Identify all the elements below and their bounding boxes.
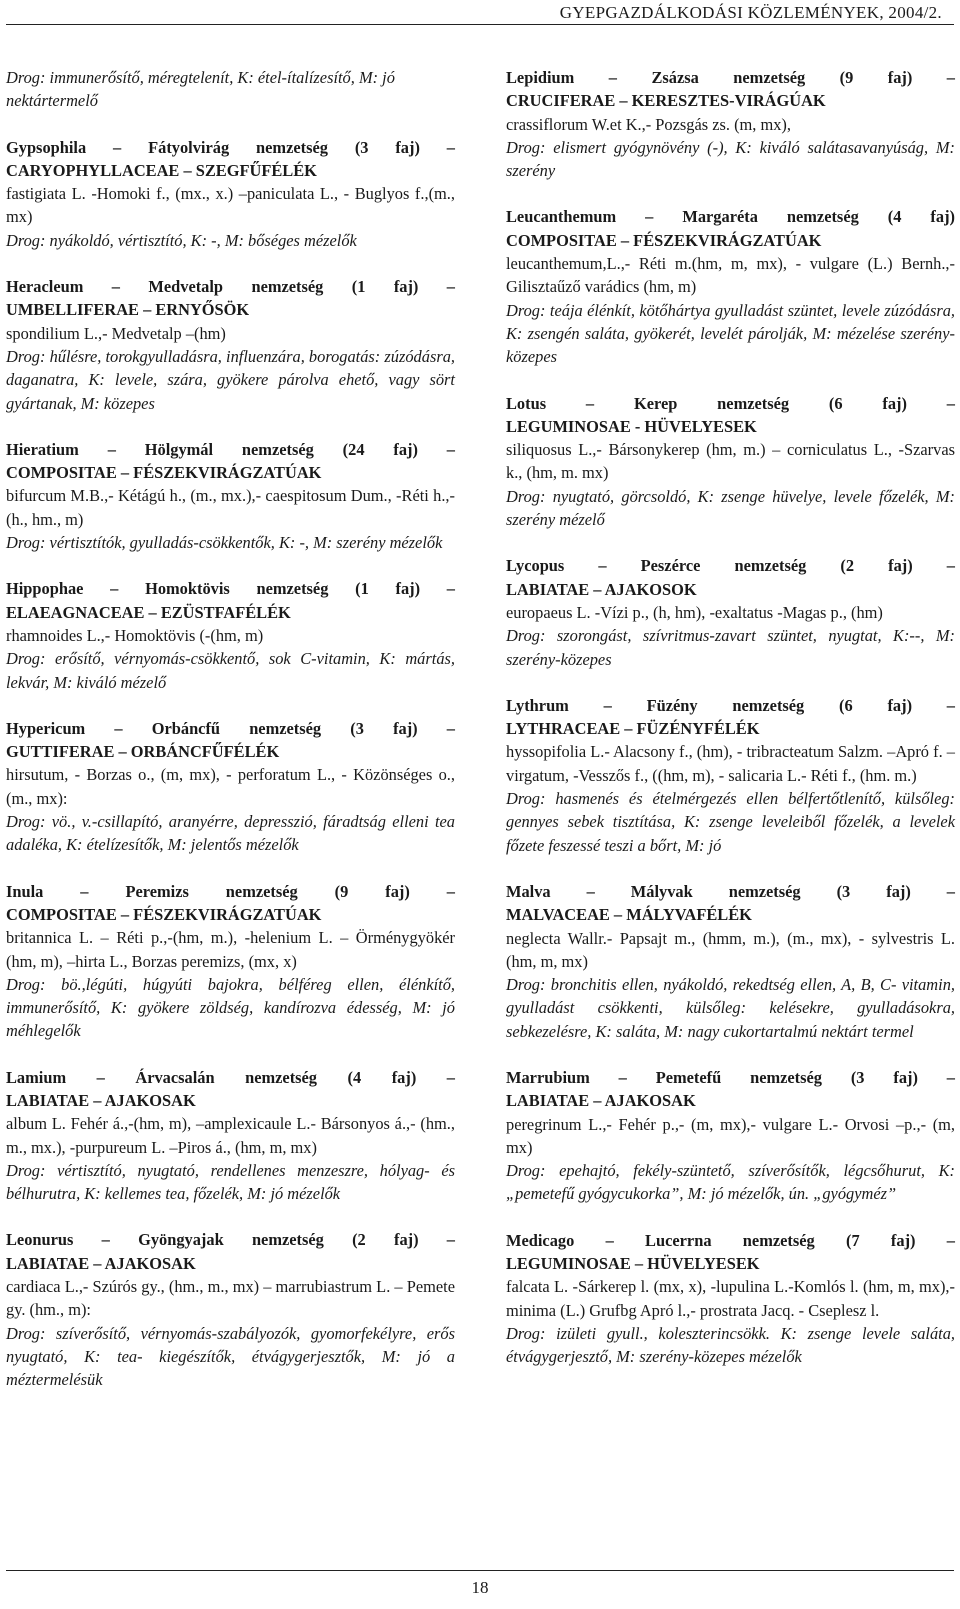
genus-entry [6,136,455,252]
species-list: cardiaca L.,- Szúrós gy., (hm., m., mx) – marrubiastrum L. – Pemete gy. (hm., m): [6,1277,455,1320]
drog-description: Drog: izületi gyull., koleszterincsökk. K: zsenge levele saláta, étvágygerjesztő, M: szerény-közepes mézelők [506,1323,955,1367]
family-name: COMPOSITAE – FÉSZEKVIRÁGZATÚAK [6,463,322,483]
genus-entry [6,717,455,857]
family-name: CARYOPHYLLACEAE – SZEGFŰFÉLÉK [6,160,317,180]
family-name: LABIATAE – AJAKOSAK [6,1253,196,1273]
genus-title: Lycopus – Peszérce nemzetség (2 faj) – [506,556,955,576]
genus-title: Lepidium – Zsázsa nemzetség (9 faj) – [506,68,955,87]
species-list: spondilium L.,- Medvetalp –(hm) [6,323,226,343]
genus-title: Heracleum – Medvetalp nemzetség (1 faj) – [6,277,455,297]
family-name: GUTTIFERAE – ORBÁNCFŰFÉLÉK [6,742,280,762]
genus-entry [6,1228,455,1391]
species-list: britannica L. – Réti p.,-(hm, m.), -helenium L. – Örménygyökér (hm, m), –hirta L., Borzas peremizs, (mx, x) [6,928,455,971]
species-list: falcata L. -Sárkerep l. (mx, x), -lupulina L.-Komlós l. (hm, m, mx),-minima (L.) Grufbg Apró l.,- prostrata Jacq. - Cseplesz l. [506,1277,955,1320]
drog-description: Drog: nyákoldó, vértisztító, K: -, M: bőséges mézelők [6,230,357,250]
genus-entry [506,392,955,532]
species-list: hyssopifolia L.- Alacsony f., (hm), - tribracteatum Salzm. –Apró f. –virgatum, -Vesszős f., ((hm, m), - salicaria L.- Réti f., (hm. m.) [506,742,955,785]
drog-description: Drog: szorongást, szívritmus-zavart szüntet, nyugtat, K:--, M: szerény-közepes [506,626,955,669]
family-name: MALVACEAE – MÁLYVAFÉLÉK [506,905,752,925]
species-list: peregrinum L.,- Fehér p.,- (m, mx),- vulgare L.- Orvosi –p.,- (m, mx) [506,1114,955,1157]
genus-title: Hippophae – Homoktövis nemzetség (1 faj) – [6,579,455,599]
genus-title: Malva – Mályvak nemzetség (3 faj) – [506,881,955,901]
species-list: hirsutum, - Borzas o., (m, mx), - perforatum L., - Közönséges o., (m., mx): [6,765,455,808]
species-list: siliquosus L.,- Bársonykerep (hm, m.) – corniculatus L., -Szarvas k., (hm, m. mx) [506,440,955,483]
genus-title: Hieratium – Hölgymál nemzetség (24 faj) – [6,439,455,459]
family-name: LEGUMINOSAE - HÜVELYESEK [506,416,757,436]
genus-entry [506,694,955,857]
footer-rule [6,1570,954,1571]
family-name: COMPOSITAE – FÉSZEKVIRÁGZATÚAK [6,904,322,924]
header-rule [6,24,954,25]
genus-title: Lamium – Árvacsalán nemzetség (4 faj) – [6,1067,455,1087]
genus-entry [6,880,455,1043]
genus-title: Lotus – Kerep nemzetség (6 faj) – [506,393,955,413]
genus-entry [506,1066,955,1206]
genus-entry [506,66,955,182]
family-name: LABIATAE – AJAKOSAK [6,1090,196,1110]
drog-description: Drog: bronchitis ellen, nyákoldó, rekedtség ellen, A, B, C- vitamin, gyulladást csökkenti, külsőleg: kelésekre, gyulladásokra, sebkezelésre, K: saláta, M: nagy cukortartalmú nektárt termel [506,975,955,1041]
drog-description: Drog: szíverősítő, vérnyomás-szabályozók, gyomorfekélyre, erős nyugtató, K: tea- kiegészítők, étvágygerjesztők, M: jó a méztermelésük [6,1323,455,1390]
genus-title: Inula – Peremizs nemzetség (9 faj) – [6,881,455,901]
drog-description: Drog: vö., v.-csillapító, aranyérre, depresszió, fáradtság elleni tea adaléka, K: ételízesítők, M: jelentős mézelők [6,812,455,855]
species-list: crassiflorum W.et K.,- Pozsgás zs. (m, mx), [506,114,791,134]
page-number: 18 [471,1578,489,1597]
genus-title: Hypericum – Orbáncfű nemzetség (3 faj) – [6,718,455,738]
genus-entry [506,1229,955,1369]
drog-description: Drog: hűlésre, torokgyulladásra, influenzára, borogatás: zúzódásra, daganatra, K: levele, szára, gyökere párolva ehető, vagy sört gyártanak, M: közepes [6,346,455,413]
family-name: LEGUMINOSAE – HÜVELYESEK [506,1254,760,1274]
genus-title: Marrubium – Pemetefű nemzetség (3 faj) – [506,1067,955,1087]
drog-description: Drog: vértisztítók, gyulladás-csökkentők, K: -, M: szerény mézelők [6,533,443,553]
drog-description: Drog: hasmenés és ételmérgezés ellen bélfertőtlenítő, külsőleg: gennyes sebek tisztítása, K: zsenge leveleiből főzelék, a levelek főzete feszessé teszi a bőrt, M: jó [506,789,955,855]
genus-entry [6,275,455,415]
family-name: COMPOSITAE – FÉSZEKVIRÁGZATÚAK [506,230,822,250]
genus-entry [506,880,955,1043]
drog-description: Drog: vértisztító, nyugtató, rendellenes menzeszre, hólyag- és bélhurutra, K: kellemes tea, főzelék, M: jó mézelők [6,1160,455,1204]
family-name: LABIATAE – AJAKOSAK [506,1091,696,1111]
family-name: ELAEAGNACEAE – EZÜSTFAFÉLÉK [6,602,291,622]
family-name: UMBELLIFERAE – ERNYŐSÖK [6,300,250,320]
drog-description: Drog: teája élénkít, kötőhártya gyulladást szüntet, levele zúzódásra, K: zsengén saláta, gyökerét, levelét párolják, M: mézelése szerény-közepes [506,300,955,367]
genus-entry [6,1066,455,1206]
genus-entry [506,554,955,670]
journal-header: GYEPGAZDÁLKODÁSI KÖZLEMÉNYEK, 2004/2. [559,3,942,22]
left-intro-entry [6,66,455,113]
genus-entry [6,577,455,693]
drog-description: Drog: elismert gyógynövény (-), K: kiváló salátasavanyúság, M: szerény [506,137,955,181]
species-list: fastigiata L. -Homoki f., (mx., x.) –paniculata L., - Buglyos f.,(m., mx) [6,184,455,227]
drog-description: Drog: epehajtó, fekély-szüntető, szíverősítők, légcsőhurut, K: „pemetefű gyógycukorka”, M: jó mézelők, ún. „gyógyméz” [506,1161,955,1204]
genus-title: Leonurus – Gyöngyajak nemzetség (2 faj) – [6,1230,455,1250]
drog-description: Drog: erősítő, vérnyomás-csökkentő, sok C-vitamin, K: mártás, lekvár, M: kiváló mézelő [6,649,455,692]
genus-title: Medicago – Lucerrna nemzetség (7 faj) – [506,1230,955,1250]
family-name: LABIATAE – AJAKOSOK [506,579,697,599]
genus-title: Lythrum – Füzény nemzetség (6 faj) – [506,695,955,715]
genus-entry [6,438,455,554]
drog-description: Drog: nyugtató, görcsoldó, K: zsenge hüvelye, levele főzelék, M: szerény mézelő [506,486,955,530]
genus-title: Leucanthemum – Margaréta nemzetség (4 faj) [506,207,955,227]
genus-entry [506,205,955,368]
family-name: CRUCIFERAE – KERESZTES-VIRÁGÚAK [506,91,826,111]
drog-description: Drog: bö.,légúti, húgyúti bajokra, bélféreg ellen, élénkítő, immunerősítő, K: gyökere zöldség, kandírozva édesség, M: jó méhlegelők [6,974,455,1041]
left-intro-drog: Drog: immunerősítő, méregtelenít, K: étel-ítalízesítő, M: jó nektártermelő [6,68,395,111]
species-list: leucanthemum,L.,- Réti m.(hm, m, mx), - vulgare (L.) Bernh.,- Gilisztaűző varádics (hm, m) [506,254,955,297]
species-list: rhamnoides L.,- Homoktövis (-(hm, m) [6,625,264,645]
family-name: LYTHRACEAE – FÜZÉNYFÉLÉK [506,719,760,739]
genus-title: Gypsophila – Fátyolvirág nemzetség (3 faj) – [6,137,455,157]
species-list: europaeus L. -Vízi p., (h, hm), -exaltatus -Magas p., (hm) [506,602,883,622]
species-list: neglecta Wallr.- Papsajt m., (hmm, m.), (m., mx), - sylvestris L. (hm, m, mx) [506,928,955,971]
species-list: album L. Fehér á.,-(hm, m), –amplexicaule L.- Bársonyos á.,- (hm., m., mx.), -purpureum L. –Piros á., (hm, m, mx) [6,1114,455,1157]
species-list: bifurcum M.B.,- Kétágú h., (m., mx.),- caespitosum Dum., -Réti h.,-(h., hm., m) [6,486,455,529]
right-column [506,66,955,1369]
left-column [6,66,455,1392]
